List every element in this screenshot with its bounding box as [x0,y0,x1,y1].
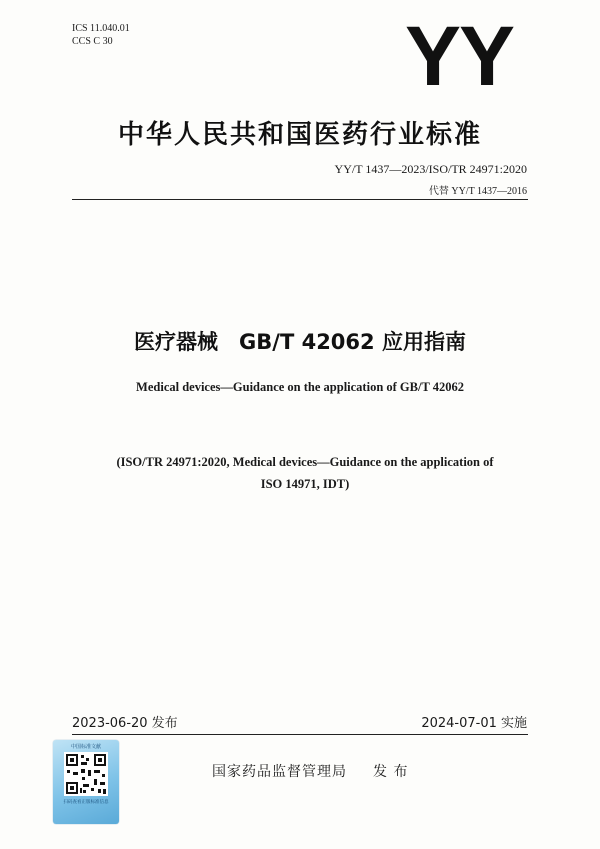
issue-date: 2023-06-20 发布 [72,716,178,731]
publisher-line [212,761,408,781]
document-title-english: Medical devices—Guidance on the application of GB/T 42062 [136,380,464,394]
document-title-chinese: 医疗器械 GB/T 42062 应用指南 [134,330,466,354]
publish-word: 发 布 [373,764,409,780]
equivalence-line-1: (ISO/TR 24971:2020, Medical devices—Guidance on the application of [116,455,494,469]
sticker-caption: 扫码查看正版标准信息 [63,800,109,805]
standard-category-title: 中华人民共和国医药行业标准 [117,120,482,150]
replaces-standard: 代替 YY/T 1437—2016 [428,186,527,197]
top-divider [72,199,528,200]
publisher-name: 国家药品监督管理局 [212,764,347,780]
standard-number: YY/T 1437—2023/ISO/TR 24971:2020 [334,162,527,176]
ics-code: ICS 11.040.01 [72,23,130,34]
qr-code-icon [64,752,108,796]
ccs-code: CCS C 30 [72,36,113,47]
equivalence-line-2: ISO 14971, IDT) [260,477,350,491]
qr-code-sticker[interactable] [53,740,119,824]
implementation-date: 2024-07-01 实施 [421,716,527,731]
classification-codes [72,22,130,48]
bottom-divider [72,734,528,735]
yy-logo: YY [405,9,514,103]
sticker-heading: 中国标准文献 [70,744,101,750]
equivalence-statement [90,451,520,495]
